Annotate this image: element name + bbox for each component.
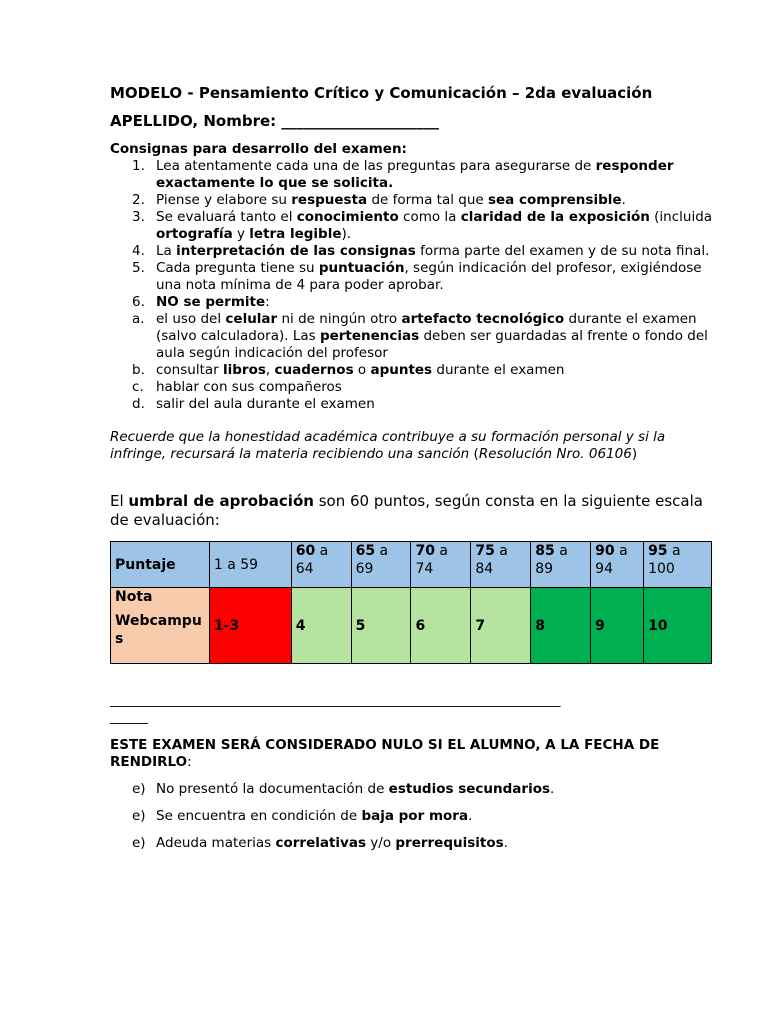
- null-heading-text: ESTE EXAMEN SERÁ CONSIDERADO NULO SI EL ALUMNO, A LA FECHA DE RENDIRLO: [110, 737, 660, 770]
- page-title: MODELO - Pensamiento Crítico y Comunicación – 2da evaluación: [110, 84, 653, 102]
- list-item: [110, 781, 715, 798]
- bold-text: pertenencias: [319, 328, 420, 344]
- text-run: .: [550, 781, 555, 797]
- threshold-bold: umbral de aprobación: [128, 492, 314, 510]
- exam-page: [110, 84, 715, 852]
- text-run: :: [265, 294, 270, 310]
- list-item: [110, 835, 715, 852]
- bold-text: artefacto tecnológico: [401, 311, 565, 327]
- score-range: [531, 542, 591, 588]
- grading-scale-table: [110, 541, 712, 664]
- grade-label-line2: Webcampus: [115, 613, 202, 647]
- bold-text: respuesta: [291, 192, 368, 208]
- text-run: salir del aula durante el examen: [156, 396, 375, 412]
- text-run: consultar: [156, 362, 223, 378]
- text-run: Adeuda materias: [156, 835, 276, 851]
- threshold-text-2: son 60 puntos, según consta en la siguiente escala de evaluación:: [110, 492, 703, 529]
- range-start: 95: [648, 543, 668, 559]
- text-run: .: [468, 808, 473, 824]
- list-marker: 3.: [132, 209, 145, 225]
- list-item: [110, 311, 715, 362]
- list-item: [110, 158, 715, 192]
- text-run: ,: [265, 362, 275, 378]
- list-text: [156, 835, 508, 852]
- score-range: [209, 542, 291, 588]
- range-end: a 100: [648, 543, 681, 577]
- text-run: hablar con sus compañeros: [156, 379, 342, 395]
- bold-text: sea comprensible: [487, 192, 622, 208]
- text-run: de forma tal que: [367, 192, 488, 208]
- text-run: (incluida: [649, 209, 713, 225]
- paren-close: ): [631, 446, 638, 462]
- bold-text: claridad de la exposición: [460, 209, 650, 225]
- bold-text: responder exactamente lo que se solicita.: [156, 158, 674, 191]
- list-marker: 1.: [132, 158, 145, 174]
- list-item: [110, 396, 715, 413]
- list-marker: e): [132, 835, 146, 851]
- grade-cell: 9: [591, 588, 644, 664]
- separator-line: ________________________________________________________________________: [110, 692, 560, 708]
- text-run: La: [156, 243, 177, 259]
- text-run: .: [621, 192, 626, 208]
- text-run: como la: [398, 209, 461, 225]
- bold-text: prerrequisitos: [395, 835, 504, 851]
- score-range: [644, 542, 712, 588]
- grade-row: [111, 588, 712, 664]
- list-item: [110, 362, 715, 379]
- list-marker: 2.: [132, 192, 145, 208]
- score-range: [351, 542, 411, 588]
- grade-label: [111, 588, 210, 664]
- separator-line-tail: ______: [110, 709, 148, 725]
- grade-cell: 5: [351, 588, 411, 664]
- null-conditions-list: [110, 781, 715, 852]
- score-range: [291, 542, 351, 588]
- list-text: [156, 379, 715, 396]
- range-end: a 89: [535, 543, 568, 577]
- bold-text: libros: [223, 362, 266, 378]
- text-run: Lea atentamente cada una de las preguntas para asegurarse de: [156, 158, 596, 174]
- text-run: Piense y elabore su: [156, 192, 292, 208]
- text-run: No presentó la documentación de: [156, 781, 389, 797]
- list-marker: e): [132, 808, 146, 824]
- text-run: y/o: [366, 835, 396, 851]
- list-marker: 5.: [132, 260, 145, 276]
- list-item: [110, 243, 715, 260]
- list-text: [156, 781, 554, 798]
- honesty-note: [110, 429, 715, 463]
- list-text: [156, 260, 715, 294]
- bold-text: correlativas: [275, 835, 366, 851]
- list-item: [110, 808, 715, 825]
- range-start: 90: [595, 543, 615, 559]
- list-text: [156, 243, 715, 260]
- list-text: [156, 808, 472, 825]
- threshold-paragraph: [110, 492, 715, 530]
- text-run: durante el examen: [432, 362, 565, 378]
- text-run: ).: [341, 226, 352, 242]
- list-item: [110, 209, 715, 243]
- grade-label-line1: Nota: [115, 589, 153, 605]
- range-end: a 69: [355, 543, 389, 577]
- consignas-list: [110, 158, 715, 413]
- list-marker: e): [132, 781, 146, 797]
- score-label: Puntaje: [111, 542, 210, 588]
- list-marker: a.: [132, 311, 145, 327]
- score-range: [591, 542, 644, 588]
- name-blank: _____________________: [281, 112, 439, 130]
- bold-text: letra legible: [249, 226, 342, 242]
- paren-open: (: [473, 446, 479, 462]
- range-end: a 74: [415, 543, 448, 577]
- text-run: Cada pregunta tiene su: [156, 260, 319, 276]
- list-text: [156, 396, 715, 413]
- name-line: [110, 112, 715, 131]
- score-range: [471, 542, 531, 588]
- text-run: forma parte del examen y de su nota final.: [415, 243, 710, 259]
- list-text: [156, 362, 715, 379]
- consignas-heading: Consignas para desarrollo del examen:: [110, 141, 407, 157]
- null-conditions-heading: [110, 737, 715, 771]
- bold-text: puntuación: [318, 260, 405, 276]
- resolution-ref: Resolución Nro. 06106: [478, 446, 632, 462]
- grade-cell: 8: [531, 588, 591, 664]
- grade-cell: 6: [411, 588, 471, 664]
- list-marker: b.: [132, 362, 145, 378]
- bold-text: ortografía: [156, 226, 233, 242]
- text-run: o: [353, 362, 371, 378]
- score-range: [411, 542, 471, 588]
- text-run: Se encuentra en condición de: [156, 808, 362, 824]
- list-item: [110, 379, 715, 396]
- text-run: el uso del: [156, 311, 226, 327]
- bold-text: cuadernos: [274, 362, 354, 378]
- list-item: [110, 294, 715, 311]
- text-run: ni de ningún otro: [277, 311, 402, 327]
- range-end: a 64: [295, 543, 329, 577]
- bold-text: conocimiento: [296, 209, 399, 225]
- threshold-text-1: El: [110, 492, 129, 510]
- range-start: 70: [415, 543, 435, 559]
- score-row: [111, 542, 712, 588]
- text-run: durante el examen (salvo calculadora). Las: [156, 311, 697, 344]
- name-label: APELLIDO, Nombre:: [110, 112, 282, 130]
- range-start: 75: [475, 543, 495, 559]
- bold-text: apuntes: [370, 362, 433, 378]
- range-start: 65: [355, 543, 376, 559]
- list-marker: d.: [132, 396, 145, 412]
- grade-cell: 10: [644, 588, 712, 664]
- range-end: a 84: [475, 543, 508, 577]
- grade-cell: 7: [471, 588, 531, 664]
- range-text: 1 a 59: [213, 556, 259, 573]
- grade-cell: 4: [291, 588, 351, 664]
- bold-text: estudios secundarios: [388, 781, 551, 797]
- text-run: .: [503, 835, 508, 851]
- list-item: [110, 192, 715, 209]
- list-text: [156, 294, 715, 311]
- list-text: [156, 209, 715, 243]
- text-run: y: [232, 226, 250, 242]
- grade-cell: 1-3: [209, 588, 291, 664]
- honesty-text: Recuerde que la honestidad académica contribuye a su formación personal y si la infringe, recursará la materia recibiendo una sanción: [110, 429, 666, 462]
- bold-text: celular: [225, 311, 278, 327]
- range-start: 60: [295, 543, 316, 559]
- bold-text: NO se permite: [156, 294, 266, 310]
- list-marker: 6.: [132, 294, 145, 310]
- list-text: [156, 158, 715, 192]
- range-end: a 94: [595, 543, 628, 577]
- null-heading-colon: :: [187, 754, 192, 770]
- text-run: , según indicación del profesor, exigiéndose una nota mínima de 4 para poder aprobar.: [156, 260, 702, 293]
- text-run: deben ser guardadas al frente o fondo del aula según indicación del profesor: [156, 328, 708, 361]
- list-text: [156, 311, 715, 362]
- bold-text: baja por mora: [361, 808, 469, 824]
- range-start: 85: [535, 543, 555, 559]
- list-text: [156, 192, 715, 209]
- text-run: Se evaluará tanto el: [156, 209, 297, 225]
- bold-text: interpretación de las consignas: [176, 243, 416, 259]
- list-item: [110, 260, 715, 294]
- list-marker: c.: [132, 379, 144, 395]
- list-marker: 4.: [132, 243, 145, 259]
